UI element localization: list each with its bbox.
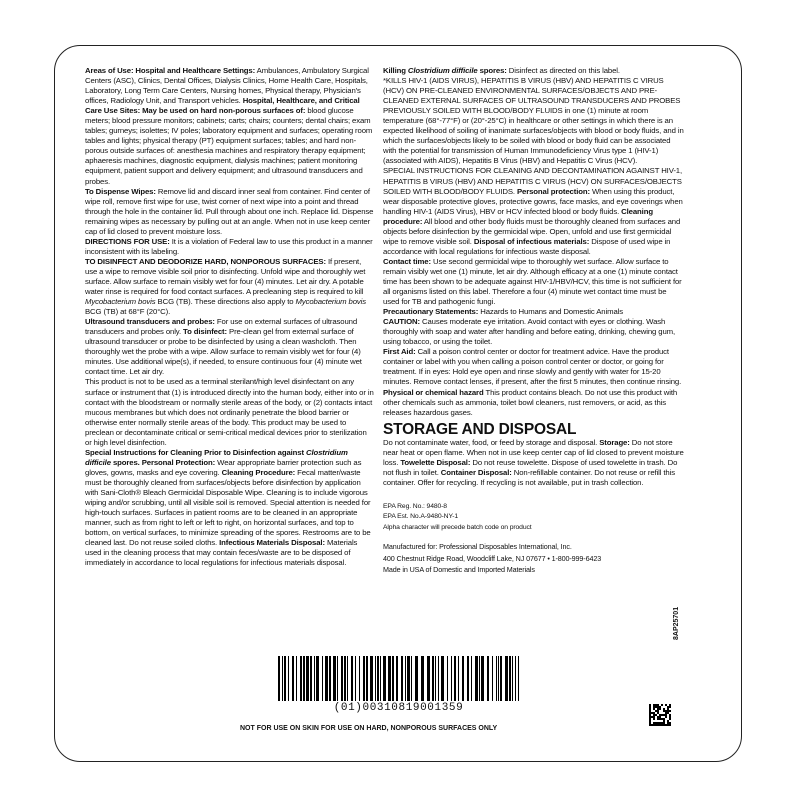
matrix-module xyxy=(653,706,655,708)
matrix-module xyxy=(669,722,671,724)
barcode-bar xyxy=(333,656,336,701)
matrix-module xyxy=(659,716,661,718)
matrix-module xyxy=(657,716,659,718)
matrix-module xyxy=(649,716,651,718)
barcode-bar xyxy=(329,656,331,701)
matrix-module xyxy=(667,708,669,710)
matrix-module xyxy=(653,716,655,718)
barcode-bar xyxy=(405,656,406,701)
caution-paragraph: CAUTION: Causes moderate eye irritation. Avoid contact with eyes or clothing. Wash thoroughly with soap and water after handling and before eating, drinking, chewing gum, using tobacco, or using the toilet. xyxy=(383,317,676,347)
barcode-bar xyxy=(421,656,424,701)
precautionary-statements-paragraph: Precautionary Statements: Hazards to Humans and Domestic Animals xyxy=(383,307,623,317)
matrix-module xyxy=(649,704,651,706)
matrix-module xyxy=(669,716,671,718)
barcode-bar xyxy=(487,656,489,701)
storage-disposal-heading: STORAGE AND DISPOSAL xyxy=(383,420,577,438)
epa-est-number: EPA Est. No.A-9480-NY-1 xyxy=(383,513,459,521)
matrix-module xyxy=(669,706,671,708)
matrix-module xyxy=(657,712,659,714)
matrix-module xyxy=(665,724,667,726)
matrix-module xyxy=(655,706,657,708)
barcode-bar xyxy=(435,656,436,701)
barcode-bar xyxy=(359,656,360,701)
matrix-module xyxy=(665,712,667,714)
matrix-module xyxy=(651,716,653,718)
epa-block xyxy=(383,502,684,534)
sterilant-warning-paragraph: This product is not to be used as a terminal sterilant/high level disinfectant on any surface or instrument that (1) is introduced directly into the human body, either into or in contact with the bloodstream or normally sterile areas of the body, or (2) contacts intact mucous membranes but which does not ordinarily penetrate the blood barrier or otherwise enter normally sterile areas of the body. This product may be used to preclean or decontaminate critical or semi-critical medical devices prior to sterilization or high level disinfection. xyxy=(85,377,374,447)
matrix-module xyxy=(655,714,657,716)
matrix-module xyxy=(649,706,651,708)
barcode-bar xyxy=(447,656,448,701)
matrix-module xyxy=(661,724,663,726)
barcode-bar xyxy=(288,656,289,701)
matrix-module xyxy=(655,704,657,706)
manufacturer-address: 400 Chestnut Ridge Road, Woodcliff Lake, NJ 07677 • 1-800-999-6423 xyxy=(383,553,602,563)
barcode-bar xyxy=(427,656,430,701)
matrix-module xyxy=(649,718,651,720)
barcode-bar xyxy=(467,656,469,701)
storage-disposal-paragraph: Do not contaminate water, food, or feed by storage and disposal. Storage: Do not store near heat or open flame. When not in use keep center cap of lid closed to prevent moisture loss. Towelette Disposal: Do not reuse towelette. Dispose of used towelette in trash. Do not flush in toilet. Container Disposal: Non-refillable container. Do not reuse or refill this container. Offer for recycling. If recycling is not available, put in trash collection. xyxy=(383,437,684,487)
barcode-bar xyxy=(458,656,459,701)
matrix-module xyxy=(659,724,661,726)
matrix-module xyxy=(659,708,661,710)
barcode-bar xyxy=(380,656,381,701)
matrix-module xyxy=(661,718,663,720)
barcode-bar xyxy=(355,656,356,701)
matrix-module xyxy=(663,714,665,716)
barcode-bar xyxy=(438,656,439,701)
barcode-bar xyxy=(396,656,398,701)
matrix-module xyxy=(657,708,659,710)
matrix-module xyxy=(663,710,665,712)
2d-data-matrix-code xyxy=(649,704,671,726)
matrix-module xyxy=(657,710,659,712)
matrix-module xyxy=(657,722,659,724)
special-instructions-paragraph: SPECIAL INSTRUCTIONS FOR CLEANING AND DECONTAMINATION AGAINST HIV-1, HEPATITIS B VIRUS (HBV) AND HEPATITIS C VIRUS (HCV) ON SURFACES/OBJECTS SOILED WITH BLOOD/BODY FLUIDS. Personal protection: When using this product, wear disposable protective gloves, protective gowns, face masks, and eye coverings when handling HIV-1 (AIDS Virus), HBV or HCV infected blood or body fluids. Cleaning procedure: All blood and other body fluids must be thoroughly cleaned from surfaces and objects before disinfection by the germicidal wipe. Open, unfold and use first germicidal wipe to remove visible soil. Disposal of infectious materials: Dispose of used wipe in accordance with local regulations for infectious waste disposal. xyxy=(383,166,683,256)
barcode-bar xyxy=(278,656,280,701)
matrix-module xyxy=(663,720,665,722)
ultrasound-paragraph: Ultrasound transducers and probes: For use on external surfaces of ultrasound transducers and probes only. To disinfect: Pre-clean gel from external surface of ultrasound transducer or probe to be disinfected by using a clean washcloth. Then thoroughly wet the probe with a wipe. Allow surface to remain visibly wet for four (4) minutes. Use additional wipe(s), if needed, to ensure continuous four (4) minute wet contact time. Let air dry. xyxy=(85,317,362,377)
matrix-module xyxy=(653,722,655,724)
barcode-bar xyxy=(306,656,309,701)
matrix-module xyxy=(663,718,665,720)
areas-of-use-paragraph: Areas of Use: Hospital and Healthcare Settings: Ambulances, Ambulatory Surgical Centers (ASC), Clinics, Dental Offices, Dialysis Clinics, Home Health Care, Hospitals, Laboratory, Long Term Care Centers, Nursing homes, Physical therapy, Physician's offices, Radiology Unit, and Transport vehicles. Hospital, Healthcare, and Critical Care Use Sites: May be used on hard non-porous surfaces of: blood glucose meters; blood pressure monitors; cabinets; carts; chairs; counters; dental chairs; exam tables; gurneys; isolettes; IV poles; laboratory equipment and surfaces; operating room tables and lights; physical therapy (PT) equipment surfaces; tables; and hard non-porous outside surfaces of: anesthesia machines and respiratory therapy equipment; aphaeresis machines, diagnostic equipment, dialysis machines; patient monitoring equipment, patient support and delivery equipment; and ultrasound transducers and probes. xyxy=(85,66,373,186)
manufacturer-name: Manufactured for: Professional Disposables International, Inc. xyxy=(383,542,572,552)
barcode-bar xyxy=(282,656,283,701)
barcode-bar xyxy=(496,656,497,701)
matrix-module xyxy=(653,712,655,714)
barcode-bar xyxy=(512,656,513,701)
barcode-bar xyxy=(415,656,418,701)
matrix-module xyxy=(669,714,671,716)
batch-code-note: Alpha character will precede batch code on product xyxy=(383,523,532,531)
matrix-module xyxy=(667,710,669,712)
matrix-module xyxy=(649,714,651,716)
barcode-bar xyxy=(432,656,434,701)
barcode-bar xyxy=(300,656,302,701)
matrix-module xyxy=(663,708,665,710)
matrix-module xyxy=(665,716,667,718)
barcode-bar xyxy=(515,656,516,701)
barcode-bar xyxy=(347,656,348,701)
matrix-module xyxy=(659,706,661,708)
barcode-bar xyxy=(322,656,323,701)
dispense-wipes-paragraph: To Dispense Wipes: Remove lid and discard inner seal from container. Find center of wipe roll, remove first wipe for use, twist corner of next wipe into a point and thread through the hole in the container lid. Pull through about one inch. Replace lid. Dispense remaining wipes as necessary by pulling out at an angle. When not in use keep center cap of lid closed to prevent moisture loss. xyxy=(85,186,374,236)
barcode-bar xyxy=(492,656,493,701)
barcode-bar xyxy=(505,656,508,701)
barcode-bar xyxy=(314,656,315,701)
directions-for-use-paragraph: DIRECTIONS FOR USE: It is a violation of Federal law to use this product in a manner inconsistent with its labeling. xyxy=(85,236,373,256)
barcode-bar xyxy=(341,656,343,701)
matrix-module xyxy=(649,710,651,712)
matrix-module xyxy=(667,720,669,722)
matrix-module xyxy=(667,724,669,726)
matrix-module xyxy=(649,712,651,714)
matrix-module xyxy=(657,718,659,720)
matrix-module xyxy=(665,714,667,716)
matrix-module xyxy=(663,724,665,726)
barcode-bar xyxy=(377,656,379,701)
killing-c-diff-paragraph: Killing Clostridium difficile spores: Disinfect as directed on this label. xyxy=(383,66,620,75)
disinfect-deodorize-paragraph: TO DISINFECT AND DEODORIZE HARD, NONPOROUS SURFACES: If present, use a wipe to remove visible soil prior to disinfecting. Unfold wipe and thoroughly wet surface. Allow surface to remain visibly wet for four (4) minutes. Let air dry. A potable water rinse is required for food contact surfaces. A precleaning step is required to kill Mycobacterium bovis BCG (TB). These directions also apply to Mycobacterium bovis BCG (TB) at 68°F (20°C). xyxy=(85,256,367,317)
barcode-number: (01)00310819001359 xyxy=(333,702,464,714)
epa-reg-number: EPA Reg. No.: 9480-8 xyxy=(383,502,447,510)
matrix-module xyxy=(653,718,655,720)
barcode-bar xyxy=(316,656,319,701)
barcode-bar xyxy=(366,656,368,701)
matrix-module xyxy=(663,722,665,724)
matrix-module xyxy=(657,724,659,726)
matrix-module xyxy=(655,722,657,724)
made-in-usa: Made in USA of Domestic and Imported Materials xyxy=(383,565,535,575)
matrix-module xyxy=(669,718,671,720)
barcode-bar xyxy=(370,656,373,701)
matrix-module xyxy=(661,722,663,724)
matrix-module xyxy=(649,724,651,726)
matrix-module xyxy=(653,714,655,716)
c-diff-cleaning-paragraph: Special Instructions for Cleaning Prior to Disinfection against Clostridium difficile spores. Personal Protection: Wear appropriate barrier protection such as gloves, gowns, masks and eye covering. Cleaning Procedure: Fecal matter/waste must be thoroughly cleaned from surfaces/objects before disinfection by application with Sani-Cloth® Bleach Germicidal Disposable Wipe. Cleaning is to include vigorous wiping and/or scrubbing, until all visible soil is removed. Special attention is needed for high-touch surfaces. Surfaces in patient rooms are to be cleaned in an appropriate manner, such as from right to left or left to right, on horizontal surfaces, and top to bottom, on vertical surfaces, to minimize spreading of the spores. Restrooms are to be cleaned last. Do not reuse soiled cloths. Infectious Materials Disposal: Materials used in the cleaning process that may contain feces/waste are to be disposed of immediately in accordance to local regulations for infectious materials disposal. xyxy=(85,447,371,568)
barcode-bar xyxy=(383,656,386,701)
barcode-bar xyxy=(462,656,464,701)
matrix-module xyxy=(661,714,663,716)
barcode-bar xyxy=(344,656,346,701)
barcode-bar xyxy=(363,656,365,701)
matrix-module xyxy=(653,704,655,706)
barcode-bar xyxy=(518,656,519,701)
barcode-bar xyxy=(296,656,297,701)
barcode-bar xyxy=(401,656,403,701)
matrix-module xyxy=(653,708,655,710)
barcode xyxy=(278,656,519,701)
matrix-module xyxy=(661,704,663,706)
matrix-module xyxy=(649,720,651,722)
chemical-hazard-paragraph: Physical or chemical hazard This product contains bleach. Do not use this product with other chemicals such as ammonia, toilet bowl cleaners, rust removers, or acid, as this releases hazardous gases. xyxy=(383,387,678,417)
matrix-module xyxy=(655,724,657,726)
matrix-module xyxy=(669,704,671,706)
barcode-bar xyxy=(284,656,286,701)
barcode-bar xyxy=(479,656,480,701)
kills-hiv-paragraph: *KILLS HIV-1 (AIDS VIRUS), HEPATITIS B VIRUS (HBV) AND HEPATITIS C VIRUS (HCV) ON PRE-CLEANED ENVIRONMENTAL SURFACES/OBJECTS AND PRE-CLEANED EXTERNAL SURFACES OF ULTRASOUND TRANSDUCERS AND PROBES PREVIOUSLY SOILED WITH BLOOD/BODY FLUIDS in one (1) minute at room temperature (68°-77°F) or (20°-25°C) in healthcare or other settings in which there is an expected likelihood of soiling of inanimate surfaces/objects with blood or body fluids, and in which the surfaces/objects likely to be soiled with blood or body fluid can be associated with the potential for transmission of Human Immunodeficiency Virus type 1 (HIV-1) (associated with AIDS), Hepatitis B Virus (HBV) and Hepatitis C Virus (HCV). xyxy=(383,76,684,166)
first-aid-paragraph: First Aid: Call a poison control center or doctor for treatment advice. Have the product container or label with you when calling a poison control center or doctor, or going for treatment. If in eyes: Hold eye open and rinse slowly and gently with water for 15-20 minutes. Remove contact lenses, if present, after the first 5 minutes, then continue rinsing. xyxy=(383,347,682,387)
barcode-bar xyxy=(441,656,444,701)
matrix-module xyxy=(667,722,669,724)
left-column xyxy=(85,66,375,568)
barcode-bar xyxy=(351,656,353,701)
barcode-bar xyxy=(337,656,338,701)
right-column xyxy=(383,66,684,576)
matrix-module xyxy=(653,724,655,726)
matrix-module xyxy=(649,722,651,724)
matrix-module xyxy=(657,704,659,706)
barcode-bar xyxy=(303,656,305,701)
matrix-module xyxy=(669,724,671,726)
barcode-bar xyxy=(375,656,376,701)
matrix-module xyxy=(655,710,657,712)
barcode-bar xyxy=(471,656,472,701)
matrix-module xyxy=(665,704,667,706)
barcode-bar xyxy=(481,656,484,701)
matrix-module xyxy=(657,706,659,708)
barcode-bar xyxy=(411,656,412,701)
barcode-bar xyxy=(310,656,312,701)
barcode-bar xyxy=(500,656,502,701)
matrix-module xyxy=(669,710,671,712)
barcode-bar xyxy=(454,656,456,701)
manufacturer-block xyxy=(383,541,684,576)
matrix-module xyxy=(667,706,669,708)
matrix-module xyxy=(651,712,653,714)
contact-time-paragraph: Contact time: Use second germicidal wipe to thoroughly wet surface. Allow surface to remain visibly wet one (1) minute, let air dry. Although efficacy at a one (1) minute contact time has been shown to be adequate against HIV-1/HBV/HCV, this time is not sufficient for all organisms listed on this label. Therefore a four (4) minute wet contact time must be used for TB and pathogenic fungi. xyxy=(383,256,682,307)
footer-usage-note: NOT FOR USE ON SKIN FOR USE ON HARD, NONPOROUS SURFACES ONLY xyxy=(240,725,498,732)
lot-code: 8AP25701 xyxy=(673,606,680,640)
matrix-module xyxy=(649,708,651,710)
matrix-module xyxy=(665,710,667,712)
barcode-bar xyxy=(407,656,410,701)
barcode-bar xyxy=(475,656,478,701)
barcode-bar xyxy=(451,656,452,701)
barcode-bar xyxy=(292,656,294,701)
barcode-bar xyxy=(325,656,328,701)
barcode-bar xyxy=(509,656,511,701)
barcode-bar xyxy=(498,656,499,701)
matrix-module xyxy=(659,722,661,724)
matrix-module xyxy=(659,718,661,720)
barcode-bar xyxy=(392,656,394,701)
matrix-module xyxy=(667,712,669,714)
barcode-bar xyxy=(388,656,391,701)
matrix-module xyxy=(659,714,661,716)
matrix-module xyxy=(651,724,653,726)
